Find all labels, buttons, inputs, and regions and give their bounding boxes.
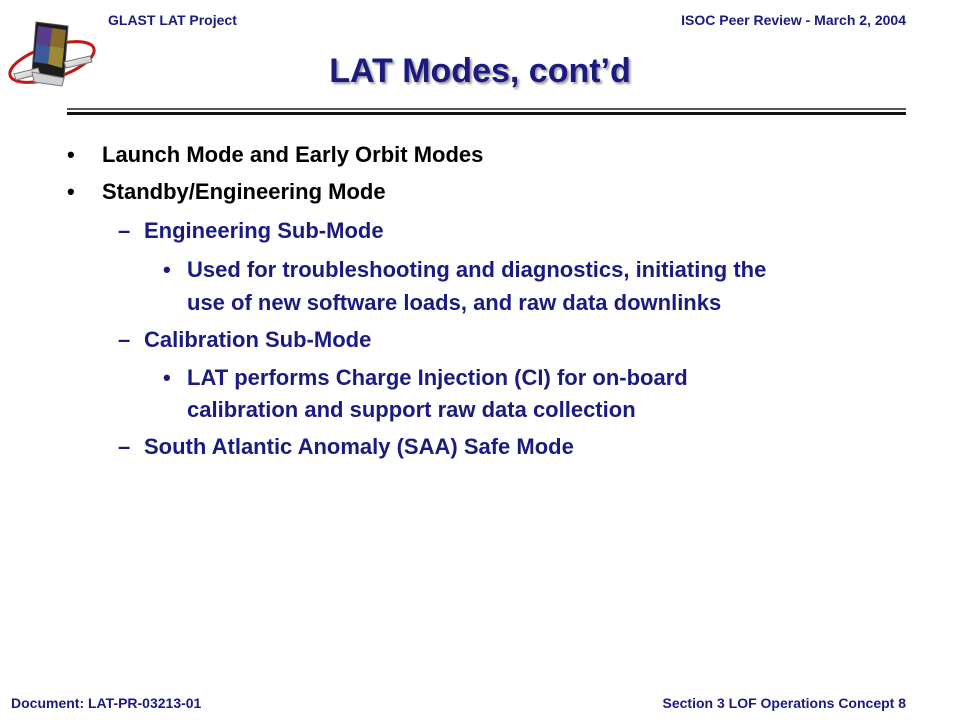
sub-sub-bullet-item	[163, 257, 171, 283]
sub-sub-bullet-line: LAT performs Charge Injection (CI) for on-board	[187, 365, 688, 390]
sub-sub-bullet-line: calibration and support raw data collection	[187, 397, 636, 422]
sub-bullet-text: Calibration Sub-Mode	[144, 327, 372, 352]
bullet-item	[67, 179, 75, 205]
slide-title: LAT Modes, cont’d	[329, 52, 631, 90]
sub-bullet-item	[118, 434, 130, 460]
bullet-marker: •	[163, 365, 171, 390]
bullet-marker: •	[163, 257, 171, 282]
sub-sub-bullet-item	[163, 365, 171, 391]
sub-bullet-item	[118, 327, 130, 353]
header-project: GLAST LAT Project	[108, 12, 237, 28]
title-rule-thick	[67, 112, 906, 115]
dash-marker: –	[118, 434, 131, 459]
bullet-text: Launch Mode and Early Orbit Modes	[102, 142, 484, 167]
bullet-text: Standby/Engineering Mode	[102, 179, 386, 204]
bullet-marker: •	[67, 142, 75, 167]
title-rule-thin	[67, 108, 906, 110]
sub-bullet-item	[118, 218, 130, 244]
sub-bullet-text: South Atlantic Anomaly (SAA) Safe Mode	[144, 434, 574, 459]
dash-marker: –	[118, 327, 131, 352]
sub-bullet-text: Engineering Sub-Mode	[144, 218, 384, 243]
sub-sub-bullet-line: use of new software loads, and raw data downlinks	[187, 290, 722, 315]
dash-marker: –	[118, 218, 131, 243]
footer-document-id: Document: LAT-PR-03213-01	[11, 695, 202, 711]
sub-sub-bullet-line: Used for troubleshooting and diagnostics, initiating the	[187, 257, 767, 282]
bullet-marker: •	[67, 179, 75, 204]
footer-section-page: Section 3 LOF Operations Concept 8	[662, 695, 906, 711]
header-event: ISOC Peer Review - March 2, 2004	[681, 12, 906, 28]
bullet-item	[67, 142, 75, 168]
